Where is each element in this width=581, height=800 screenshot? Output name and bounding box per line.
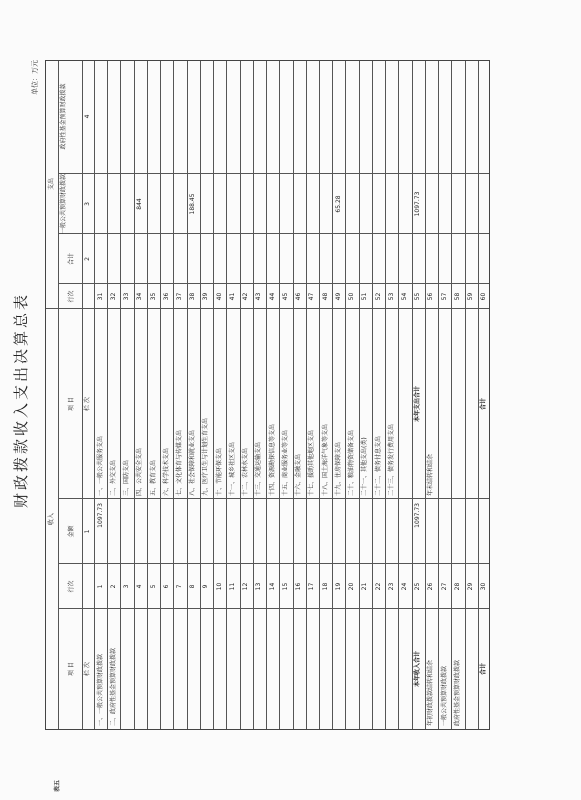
- expense-row-line: 44: [268, 292, 276, 301]
- expense-row-general: 65.28: [334, 195, 342, 213]
- expense-row-line: 34: [136, 292, 144, 301]
- expense-row-label: 二十三、债务发行费用支出: [387, 423, 395, 496]
- expense-row-label: 十六、金融支出: [295, 453, 303, 496]
- expense-row-label: 八、社会保障和就业支出: [189, 429, 197, 496]
- grid-hline: [213, 61, 214, 729]
- income-row-label: 本年收入合计: [414, 651, 422, 688]
- grid-hline: [240, 61, 241, 729]
- expense-row-line: 39: [202, 292, 210, 301]
- income-row-label: 年初财政拨款结转和结余: [427, 659, 435, 726]
- grid-hline: [107, 61, 108, 729]
- grid-hline: [412, 61, 413, 729]
- expense-row-line: 49: [334, 292, 342, 301]
- income-row-line: 8: [189, 584, 197, 589]
- grid-hline: [451, 61, 452, 729]
- income-row-line: 16: [295, 582, 303, 591]
- expense-row-line: 54: [400, 292, 408, 301]
- grid-hline: [253, 61, 254, 729]
- grid-hline: [82, 61, 83, 729]
- grid-hline: [134, 61, 135, 729]
- expense-section-label: 支出: [48, 178, 55, 191]
- expense-row-line: 46: [295, 292, 303, 301]
- income-row-label: 二、政府性基金预算财政拨款: [109, 647, 117, 726]
- income-row-label: 一般公共预算财政拨款: [440, 665, 448, 726]
- income-row-label: 政府性基金预算财政拨款: [453, 659, 461, 726]
- summary-table: [45, 60, 490, 730]
- expense-item-header: 项 目: [68, 397, 75, 411]
- income-row-line: 10: [215, 582, 223, 591]
- income-mark-label: 栏 次: [84, 662, 91, 676]
- expense-row-line: 50: [348, 292, 356, 301]
- income-row-line: 6: [162, 584, 170, 589]
- expense-row-label: 七、文化体育与传媒支出: [176, 429, 184, 496]
- expense-row-line: 32: [109, 292, 117, 301]
- income-row-line: 22: [374, 582, 382, 591]
- expense-row-label: 二十、粮油物资储备支出: [348, 429, 356, 496]
- income-line-header: 行次: [68, 580, 75, 593]
- expense-row-line: 52: [374, 292, 382, 301]
- expense-total-no: 2: [84, 257, 91, 261]
- expense-row-line: 53: [387, 292, 395, 301]
- expense-row-general: 1097.73: [414, 191, 422, 217]
- grid-hline: [465, 61, 466, 729]
- income-row-line: 26: [427, 582, 435, 591]
- expense-row-label: 十一、城乡社区支出: [228, 441, 236, 496]
- income-row-line: 27: [440, 582, 448, 591]
- expense-row-line: 47: [308, 292, 316, 301]
- income-row-line: 24: [400, 582, 408, 591]
- expense-row-label: 五、教育支出: [149, 459, 157, 496]
- expense-row-line: 55: [414, 292, 422, 301]
- income-row-line: 7: [176, 584, 184, 589]
- grid-hline: [398, 61, 399, 729]
- grid-hline: [425, 61, 426, 729]
- income-row-line: 14: [268, 582, 276, 591]
- grid-hline: [160, 61, 161, 729]
- expense-row-line: 42: [242, 292, 250, 301]
- income-section-label: 收入: [48, 513, 55, 526]
- expense-row-general: 188.45: [189, 193, 197, 215]
- table-tag: 表五: [54, 779, 61, 792]
- expense-row-line: 37: [176, 292, 184, 301]
- grid-hline: [279, 61, 280, 729]
- grid-hline: [187, 61, 188, 729]
- income-item-header: 项 目: [68, 662, 75, 676]
- income-row-amount: 1097.73: [414, 503, 422, 528]
- income-row-line: 23: [387, 582, 395, 591]
- expense-row-label: 二十一、其他支出(类): [361, 437, 369, 496]
- income-row-line: 15: [281, 582, 289, 591]
- expense-row-label: 十八、国土海洋气象等支出: [321, 423, 329, 496]
- income-row-line: 25: [414, 582, 422, 591]
- income-amount-no: 1: [84, 529, 91, 534]
- income-row-line: 17: [308, 582, 316, 591]
- grid-hline: [345, 61, 346, 729]
- grid-hline: [478, 61, 479, 729]
- expense-row-label: 九、医疗卫生与计划生育支出: [202, 417, 210, 496]
- expense-general-no: 3: [84, 202, 91, 206]
- grid-hline: [58, 61, 59, 729]
- expense-general-header: 一般公共预算财政拨款: [60, 173, 67, 234]
- expense-row-line: 60: [480, 292, 488, 301]
- income-row-line: 19: [334, 582, 342, 591]
- income-row-amount: 1097.73: [96, 503, 104, 528]
- expense-row-label: 本年支出合计: [414, 386, 422, 423]
- expense-row-label: 十三、交通运输支出: [255, 441, 263, 496]
- expense-row-label: 十九、住房保障支出: [334, 441, 342, 496]
- grid-hline: [226, 61, 227, 729]
- grid-hline: [319, 61, 320, 729]
- expense-row-label: 合计: [480, 398, 488, 411]
- income-row-line: 30: [480, 582, 488, 591]
- income-row-line: 1: [96, 584, 104, 589]
- grid-hline: [306, 61, 307, 729]
- grid-hline: [293, 61, 294, 729]
- expense-row-label: 六、科学技术支出: [162, 447, 170, 496]
- income-row-line: 2: [109, 584, 117, 589]
- income-row-line: 20: [348, 582, 356, 591]
- grid-hline: [372, 61, 373, 729]
- income-row-line: 29: [467, 582, 475, 591]
- expense-row-line: 43: [255, 292, 263, 301]
- expense-line-header: 行次: [68, 290, 75, 303]
- expense-row-line: 40: [215, 292, 223, 301]
- expense-row-label: 十四、资源勘探信息等支出: [268, 423, 276, 496]
- income-row-line: 13: [255, 582, 263, 591]
- expense-fund-no: 4: [84, 114, 91, 119]
- expense-row-label: 三、国防支出: [123, 459, 131, 496]
- grid-hline: [385, 61, 386, 729]
- expense-total-header: 合计: [68, 253, 75, 266]
- grid-hline: [173, 61, 174, 729]
- income-row-label: 一、一般公共预算财政拨款: [96, 653, 104, 726]
- income-row-line: 3: [123, 584, 131, 589]
- grid-hline: [438, 61, 439, 729]
- grid-hline: [94, 61, 95, 729]
- expense-row-general: 844: [136, 198, 144, 210]
- expense-row-label: 十七、援助其他地区支出: [308, 429, 316, 496]
- grid-hline: [359, 61, 360, 729]
- income-amount-header: 金额: [68, 525, 75, 538]
- expense-row-label: 十五、商业服务业等支出: [281, 429, 289, 496]
- document-title: 财政拨款收入支出决算总表: [12, 292, 30, 509]
- grid-hline: [120, 61, 121, 729]
- grid-hline: [266, 61, 267, 729]
- expense-row-line: 58: [453, 292, 461, 301]
- expense-row-line: 56: [427, 292, 435, 301]
- income-row-line: 11: [228, 582, 236, 591]
- income-row-line: 21: [361, 582, 369, 591]
- expense-row-line: 31: [96, 292, 104, 301]
- income-row-line: 9: [202, 584, 210, 589]
- income-row-line: 12: [242, 582, 250, 591]
- expense-row-label: 四、公共安全支出: [136, 447, 144, 496]
- income-row-line: 4: [136, 584, 144, 589]
- expense-mark-label: 栏 次: [84, 397, 91, 411]
- expense-row-label: 十二、农林水支出: [242, 447, 250, 496]
- unit-label: 单位：万元: [31, 60, 39, 95]
- expense-row-line: 35: [149, 292, 157, 301]
- expense-row-line: 36: [162, 292, 170, 301]
- grid-hline: [200, 61, 201, 729]
- expense-row-label: 一、一般公共服务支出: [96, 435, 104, 496]
- income-row-line: 18: [321, 582, 329, 591]
- expense-row-line: 38: [189, 292, 197, 301]
- expense-row-label: 二、外交支出: [109, 459, 117, 496]
- expense-row-line: 57: [440, 292, 448, 301]
- income-row-line: 28: [453, 582, 461, 591]
- grid-hline: [147, 61, 148, 729]
- expense-row-label: 年末结转和结余: [427, 453, 435, 496]
- expense-row-line: 45: [281, 292, 289, 301]
- expense-row-label: 十、节能环保支出: [215, 447, 223, 496]
- expense-row-line: 33: [123, 292, 131, 301]
- income-row-label: 合计: [480, 663, 488, 676]
- expense-row-line: 59: [467, 292, 475, 301]
- expense-row-line: 48: [321, 292, 329, 301]
- expense-row-label: 二十二、债务付息支出: [374, 435, 382, 496]
- expense-row-line: 51: [361, 292, 369, 301]
- grid-hline: [332, 61, 333, 729]
- expense-row-line: 41: [228, 292, 236, 301]
- income-row-line: 5: [149, 584, 157, 589]
- expense-fund-header: 政府性基金预算财政拨款: [60, 83, 67, 150]
